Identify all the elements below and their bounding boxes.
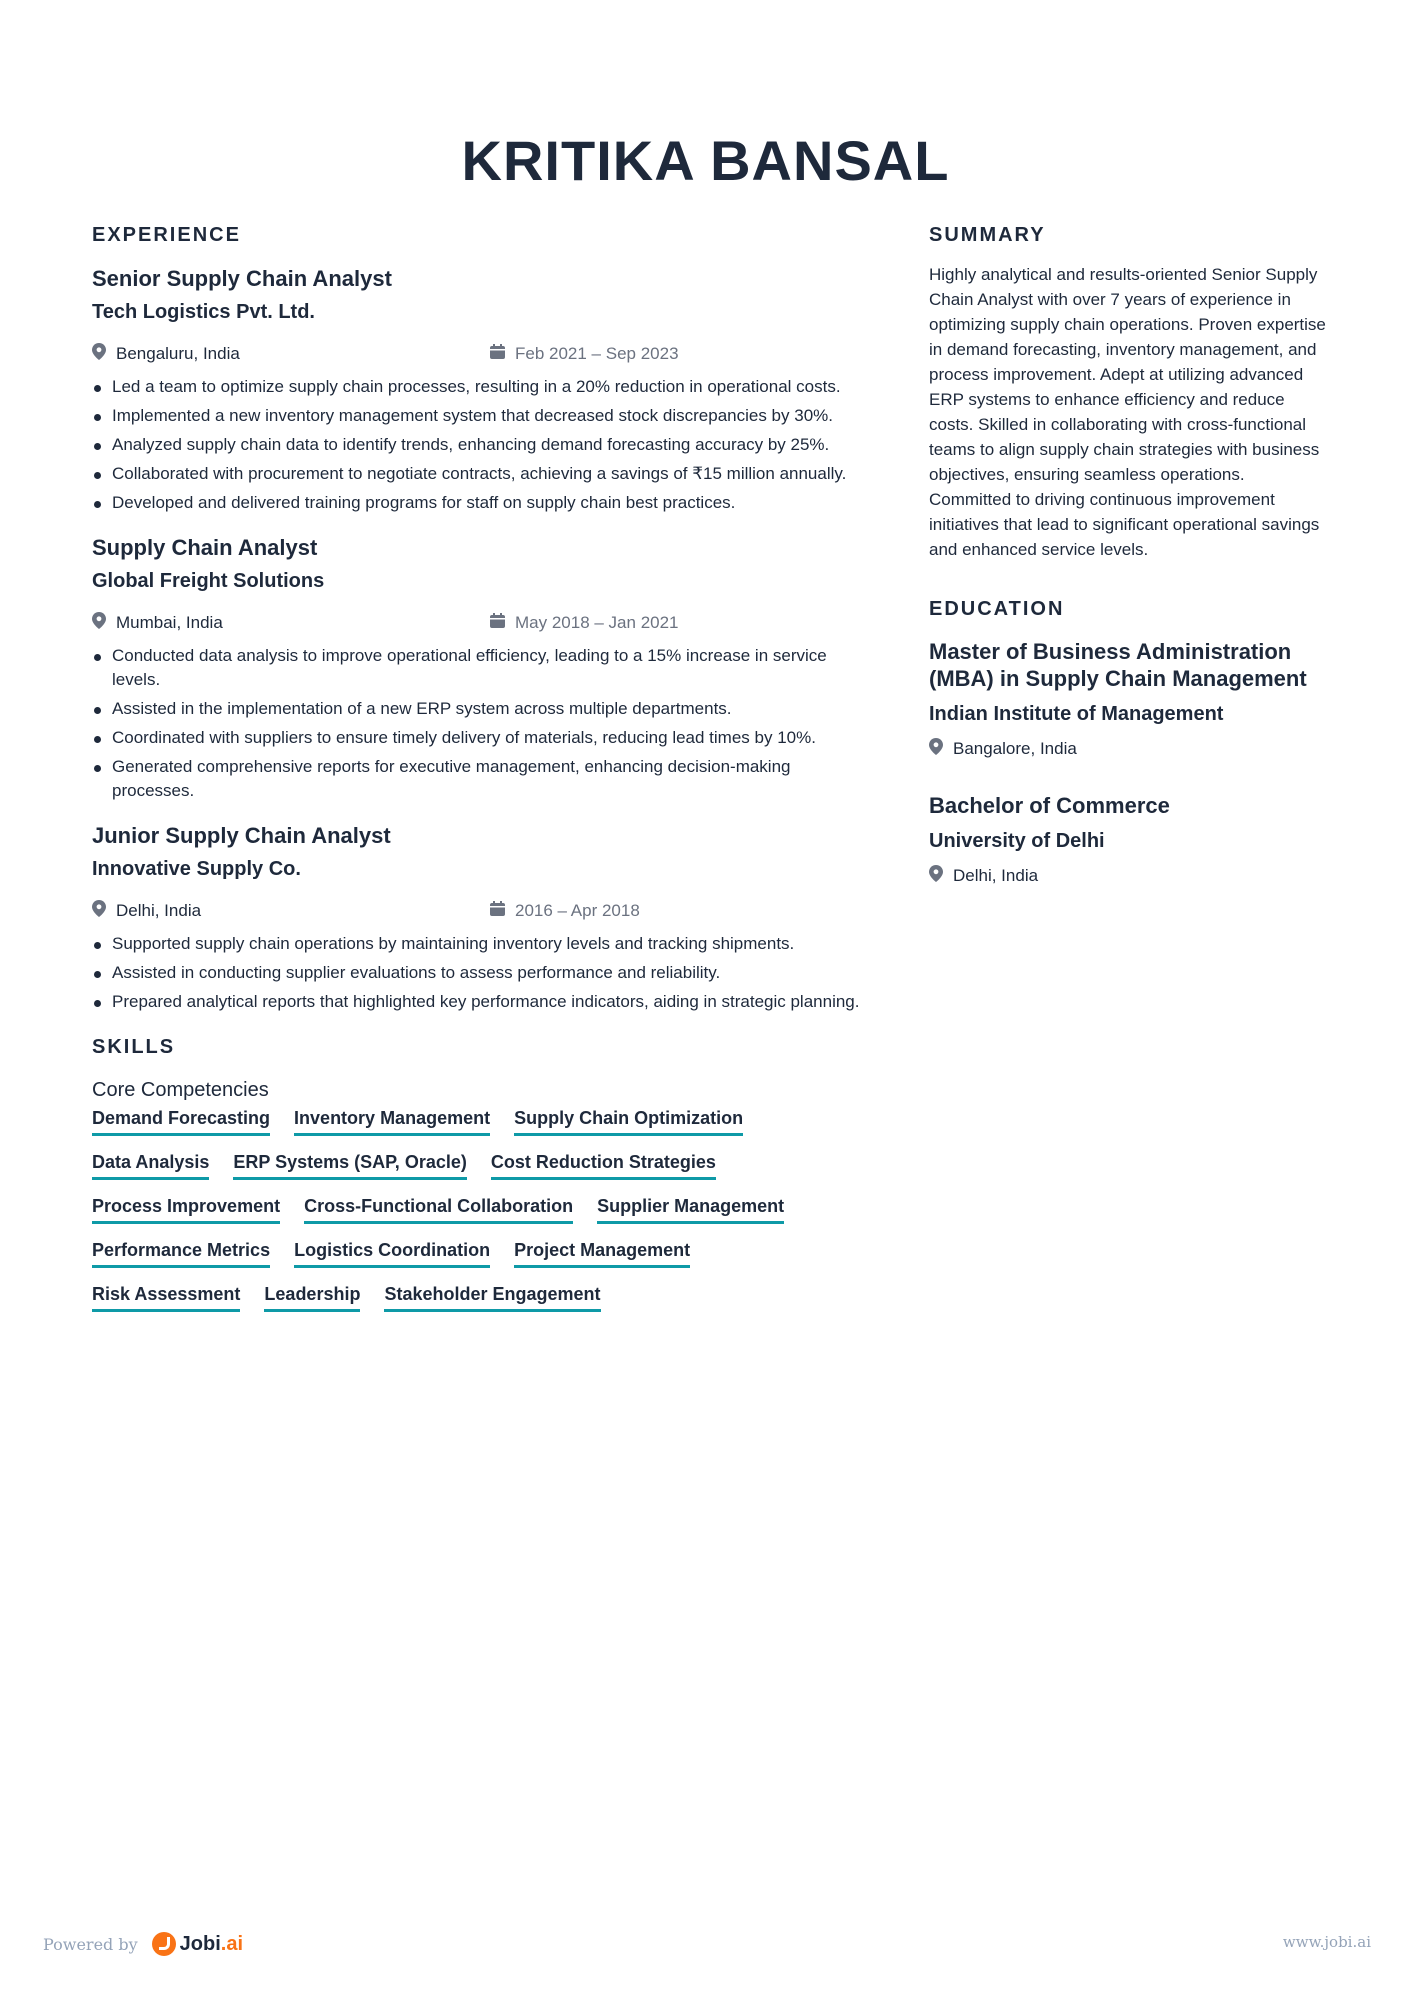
job-title: Supply Chain Analyst [92, 535, 318, 560]
bullet-item: Supported supply chain operations by maintaining inventory levels and tracking shipments. [92, 932, 872, 956]
brand-suffix: .ai [220, 1932, 244, 1955]
bullet-item: Prepared analytical reports that highlighted key performance indicators, aiding in strategic planning. [92, 990, 872, 1014]
experience-heading: EXPERIENCE [92, 224, 241, 246]
skills-heading: SKILLS [92, 1036, 176, 1058]
jobi-logo-icon [152, 1932, 176, 1956]
footer-url[interactable]: www.jobi.ai [1282, 1933, 1371, 1951]
job-entry [92, 264, 872, 515]
job-dates-text: Feb 2021 – Sep 2023 [515, 344, 679, 363]
education-location-text: Bangalore, India [953, 739, 1077, 758]
skill-chip: Data Analysis [92, 1150, 209, 1180]
bullet-item: Conducted data analysis to improve operational efficiency, leading to a 15% increase in service levels. [92, 644, 872, 692]
school-name: Indian Institute of Management [929, 703, 1224, 725]
skill-chip: Performance Metrics [92, 1238, 270, 1268]
bullet-item: Implemented a new inventory management system that decreased stock discrepancies by 30%. [92, 404, 872, 428]
job-bullets [92, 644, 872, 803]
education-entry [929, 792, 1329, 889]
job-title: Junior Supply Chain Analyst [92, 823, 391, 848]
candidate-name: KRITIKA BANSAL [461, 129, 950, 192]
education-heading: EDUCATION [929, 598, 1065, 620]
job-meta [92, 610, 872, 636]
map-pin-icon [92, 612, 106, 634]
skill-chip: ERP Systems (SAP, Oracle) [233, 1150, 466, 1180]
company-name: Innovative Supply Co. [92, 858, 301, 880]
skills-subtitle: Core Competencies [92, 1079, 269, 1101]
brand-name: Jobi [179, 1932, 221, 1955]
skill-chip: Demand Forecasting [92, 1106, 270, 1136]
job-location-text: Delhi, India [116, 901, 202, 920]
job-location-text: Bengaluru, India [116, 344, 240, 363]
map-pin-icon [929, 865, 943, 887]
skill-chip: Cost Reduction Strategies [491, 1150, 716, 1180]
bullet-item: Led a team to optimize supply chain processes, resulting in a 20% reduction in operational costs. [92, 375, 872, 399]
degree-title: Master of Business Administration (MBA) in Supply Chain Management [929, 639, 1307, 691]
education-location [929, 736, 1329, 762]
powered-by [43, 1932, 243, 1956]
job-title: Senior Supply Chain Analyst [92, 266, 392, 291]
skill-chip: Leadership [264, 1282, 360, 1312]
right-column [929, 222, 1329, 919]
bullet-item: Assisted in conducting supplier evaluations to assess performance and reliability. [92, 961, 872, 985]
company-name: Tech Logistics Pvt. Ltd. [92, 301, 315, 323]
summary-text: Highly analytical and results-oriented Senior Supply Chain Analyst with over 7 years of experience in optimizing supply chain operations. Proven expertise in demand forecasting, inventory management, and process improvement. Adept at utilizing advanced ERP systems to enhance efficiency and reduce costs. Skilled in collaborating with cross-functional teams to align supply chain strategies with business objectives, ensuring seamless operations. Committed to driving continuous improvement initiatives that lead to significant operational savings and enhanced service levels. [929, 265, 1326, 559]
bullet-item: Coordinated with suppliers to ensure timely delivery of materials, reducing lead times by 10%. [92, 726, 872, 750]
school-name: University of Delhi [929, 830, 1105, 852]
skill-chip: Inventory Management [294, 1106, 490, 1136]
skills-section [92, 1034, 872, 1312]
job-meta [92, 898, 872, 924]
calendar-icon [490, 344, 505, 364]
map-pin-icon [929, 738, 943, 760]
education-entry [929, 638, 1329, 762]
job-dates [490, 901, 640, 921]
job-location [92, 900, 490, 922]
job-dates [490, 344, 679, 364]
job-bullets [92, 932, 872, 1014]
bullet-item: Analyzed supply chain data to identify trends, enhancing demand forecasting accuracy by 25%. [92, 433, 872, 457]
job-location-text: Mumbai, India [116, 613, 223, 632]
bullet-item: Collaborated with procurement to negotiate contracts, achieving a savings of ₹15 million annually. [92, 462, 872, 486]
degree-title: Bachelor of Commerce [929, 793, 1170, 818]
calendar-icon [490, 901, 505, 921]
map-pin-icon [92, 343, 106, 365]
skill-chips [92, 1106, 852, 1312]
skill-chip: Stakeholder Engagement [384, 1282, 600, 1312]
job-location [92, 612, 490, 634]
education-location-text: Delhi, India [953, 866, 1039, 885]
experience-list [92, 264, 872, 1014]
bullet-item: Assisted in the implementation of a new ERP system across multiple departments. [92, 697, 872, 721]
job-dates-text: May 2018 – Jan 2021 [515, 613, 679, 632]
job-dates [490, 613, 679, 633]
skill-chip: Supply Chain Optimization [514, 1106, 743, 1136]
job-meta [92, 341, 872, 367]
map-pin-icon [92, 900, 106, 922]
job-location [92, 343, 490, 365]
skill-chip: Process Improvement [92, 1194, 280, 1224]
education-list [929, 638, 1329, 889]
job-dates-text: 2016 – Apr 2018 [515, 901, 640, 920]
job-entry [92, 533, 872, 803]
jobi-logo-text [180, 1933, 243, 1956]
skill-chip: Project Management [514, 1238, 690, 1268]
powered-by-label: Powered by [43, 1934, 138, 1954]
bullet-item: Developed and delivered training programs for staff on supply chain best practices. [92, 491, 872, 515]
calendar-icon [490, 613, 505, 633]
job-bullets [92, 375, 872, 515]
skill-chip: Cross-Functional Collaboration [304, 1194, 573, 1224]
skill-chip: Risk Assessment [92, 1282, 240, 1312]
company-name: Global Freight Solutions [92, 570, 325, 592]
job-entry [92, 821, 872, 1014]
left-column [92, 222, 872, 1312]
summary-heading: SUMMARY [929, 224, 1046, 246]
skill-chip: Supplier Management [597, 1194, 784, 1224]
bullet-item: Generated comprehensive reports for executive management, enhancing decision-making processes. [92, 755, 872, 803]
skill-chip: Logistics Coordination [294, 1238, 490, 1268]
education-location [929, 863, 1329, 889]
